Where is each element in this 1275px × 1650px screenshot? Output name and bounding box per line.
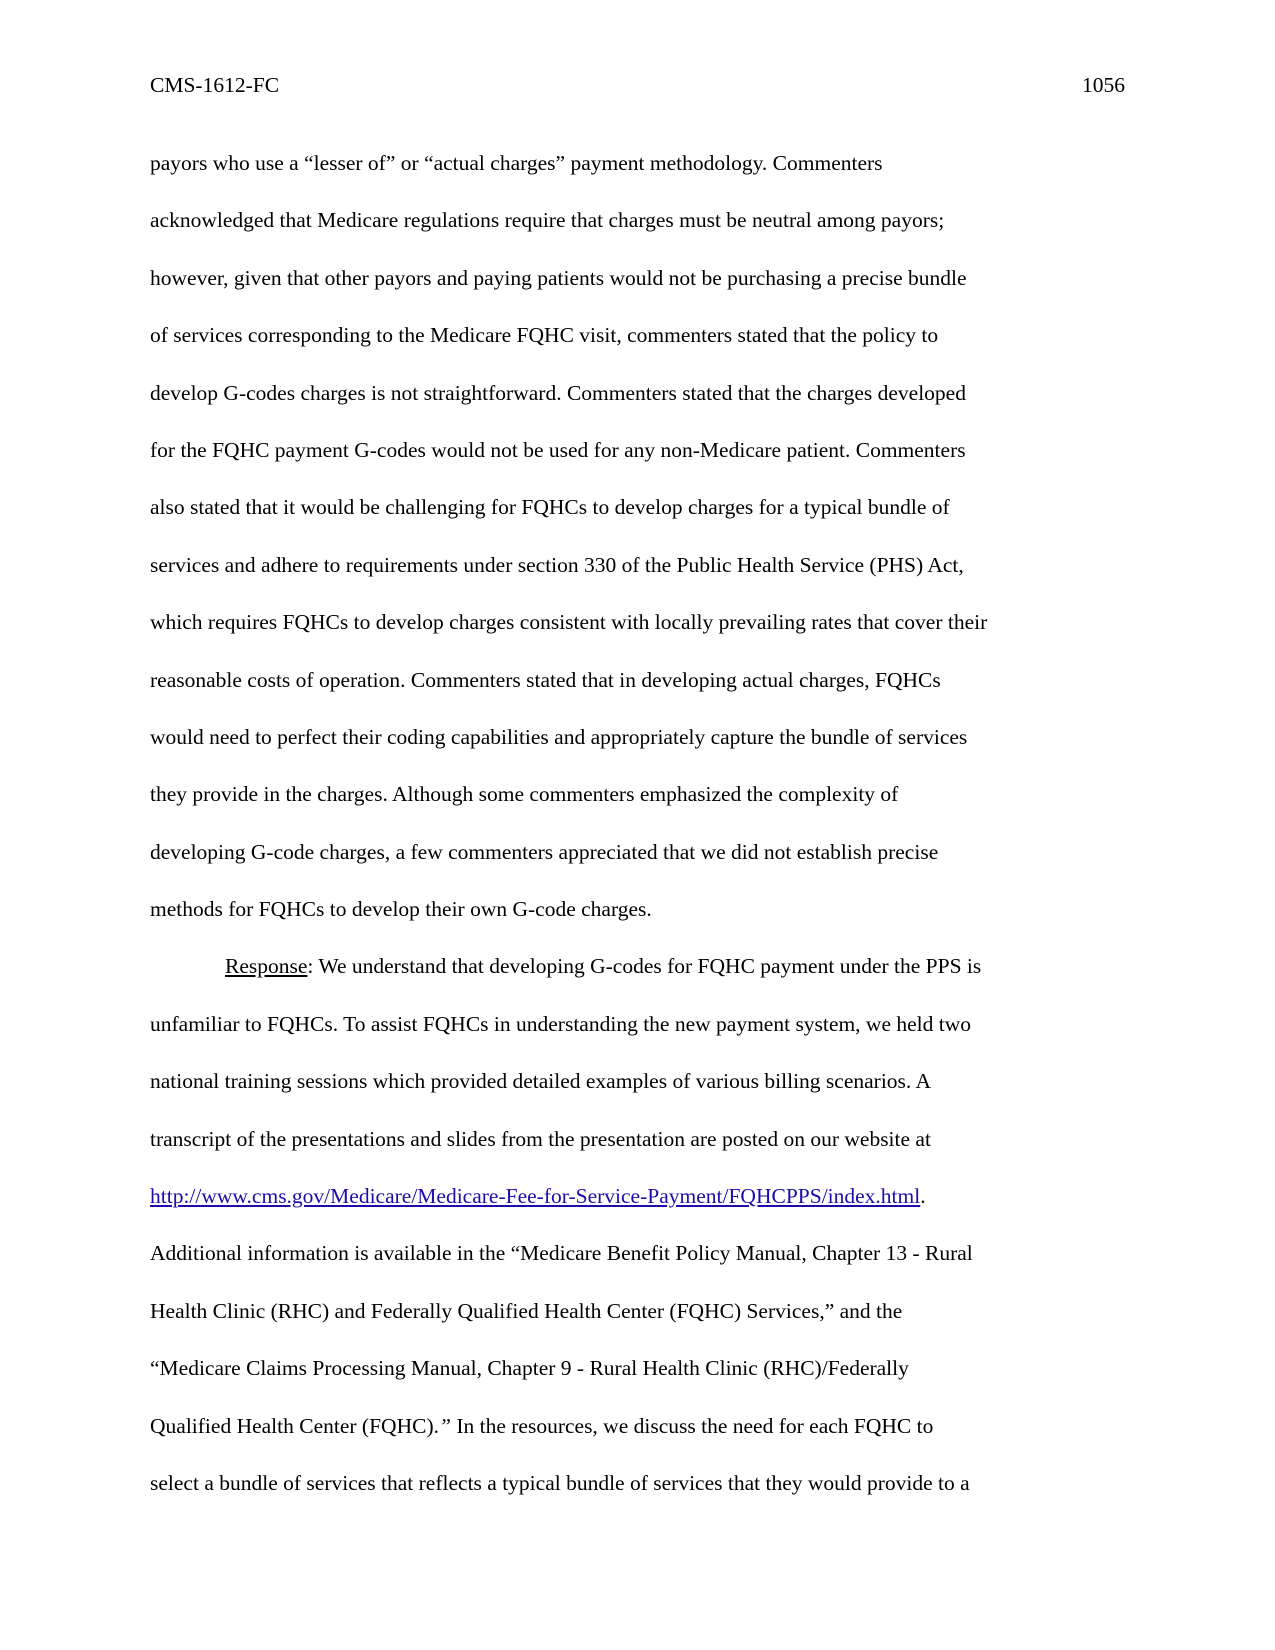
- text-line: for the FQHC payment G-codes would not be used for any non-Medicare patient. Commenters: [150, 437, 966, 462]
- text-line: unfamiliar to FQHCs. To assist FQHCs in understanding the new payment system, we held two: [150, 1011, 971, 1036]
- response-label: Response: [225, 954, 308, 979]
- link-suffix: .: [920, 1184, 926, 1209]
- text-line: [150, 1411, 1130, 1468]
- text-line: services and adhere to requirements under section 330 of the Public Health Service (PHS) Act,: [150, 552, 964, 577]
- fqhc-pps-link[interactable]: http://www.cms.gov/Medicare/Medicare-Fee-for-Service-Payment/FQHCPPS/index.html: [150, 1184, 921, 1209]
- text-line: Health Clinic (RHC) and Federally Qualified Health Center (FQHC) Services,” and the: [150, 1298, 903, 1323]
- text-line: develop G-codes charges is not straightforward. Commenters stated that the charges developed: [150, 380, 966, 405]
- text-line: would need to perfect their coding capabilities and appropriately capture the bundle of services: [150, 724, 968, 749]
- response-text: : We understand that developing G-codes for FQHC payment under the PPS is: [307, 954, 982, 979]
- text-line: of services corresponding to the Medicare FQHC visit, commenters stated that the policy to: [150, 323, 939, 348]
- qualified-line-rest: In the resources, we discuss the need for each FQHC to: [450, 1413, 934, 1438]
- body-text: [150, 148, 1130, 1525]
- text-line: payors who use a “lesser of” or “actual charges” payment methodology. Commenters: [150, 151, 883, 175]
- document-id: CMS-1612-FC: [150, 73, 280, 97]
- qualified-line-start: Qualified Health Center (FQHC).: [150, 1413, 439, 1438]
- text-line: select a bundle of services that reflects a typical bundle of services that they would provide to a: [150, 1470, 970, 1495]
- paragraph-comments: [150, 148, 1130, 951]
- response-first-line: [150, 951, 1130, 1008]
- closing-quote: ”: [438, 1413, 451, 1438]
- text-line: also stated that it would be challenging for FQHCs to develop charges for a typical bundle of: [150, 495, 950, 520]
- text-line: they provide in the charges. Although some commenters emphasized the complexity of: [150, 782, 899, 807]
- text-line: “Medicare Claims Processing Manual, Chapter 9 - Rural Health Clinic (RHC)/Federally: [150, 1356, 909, 1381]
- text-line: however, given that other payors and paying patients would not be purchasing a precise bundle: [150, 265, 967, 290]
- text-line: reasonable costs of operation. Commenters stated that in developing actual charges, FQHCs: [150, 667, 941, 692]
- text-line: methods for FQHCs to develop their own G-code charges.: [150, 897, 652, 922]
- text-line: national training sessions which provided detailed examples of various billing scenarios. A: [150, 1069, 932, 1094]
- text-line: transcript of the presentations and slides from the presentation are posted on our website at: [150, 1126, 931, 1151]
- page-number: 1056: [1082, 73, 1125, 97]
- page-header: [150, 73, 1125, 103]
- text-line: which requires FQHCs to develop charges consistent with locally prevailing rates that cover their: [150, 610, 988, 635]
- paragraph-response: [150, 951, 1130, 1525]
- text-line: developing G-code charges, a few commenters appreciated that we did not establish precise: [150, 839, 939, 864]
- text-line: acknowledged that Medicare regulations require that charges must be neutral among payors;: [150, 208, 945, 233]
- link-line: [150, 1181, 1130, 1238]
- text-line: Additional information is available in the “Medicare Benefit Policy Manual, Chapter 13 - Rural: [150, 1241, 973, 1266]
